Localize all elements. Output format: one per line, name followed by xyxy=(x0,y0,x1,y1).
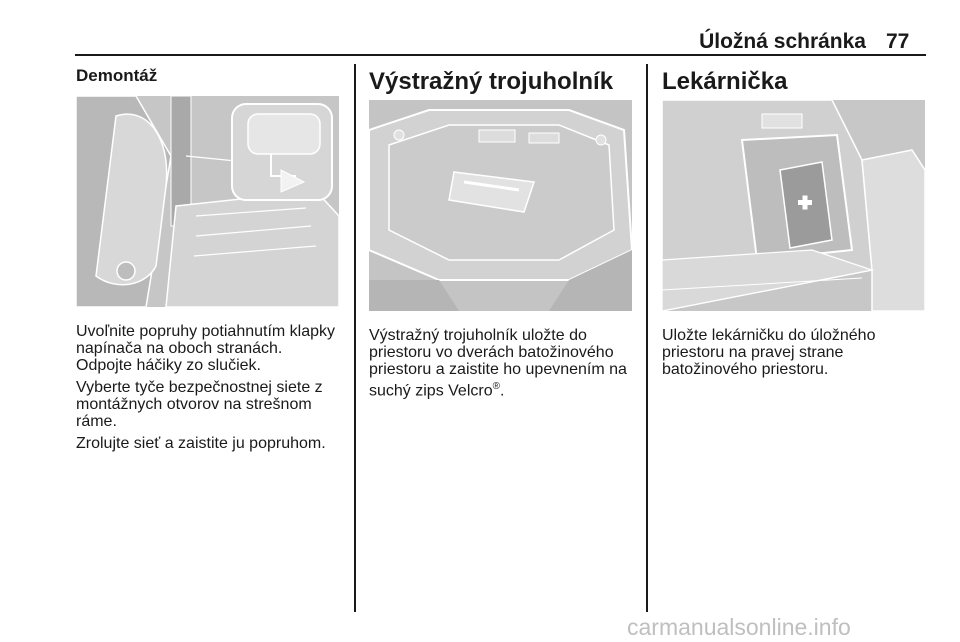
illustration-tailgate-storage xyxy=(369,100,632,311)
registered-mark: ® xyxy=(492,381,500,392)
paragraph-release-straps: Uvoľnite popruhy potiahnutím klapky napínača na oboch stranách. Odpojte háčiky zo slučiek. xyxy=(76,323,336,374)
page-number: 77 xyxy=(886,30,910,53)
illustration-first-aid-kit-storage xyxy=(662,100,925,311)
column-divider-1 xyxy=(354,64,356,612)
column-divider-2 xyxy=(646,64,648,612)
illustration-safety-net-removal xyxy=(76,96,339,307)
paragraph-warning-triangle-end: . xyxy=(499,382,505,400)
section-heading-warning-triangle: Výstražný trojuholník xyxy=(369,68,614,95)
paragraph-warning-triangle-text: Výstražný trojuholník uložte do priestoru vo dverách batožinového priestoru a zaistite ho upevnením na suchý zips Velcro xyxy=(369,327,627,400)
paragraph-warning-triangle xyxy=(369,327,635,399)
paragraph-roll-net: Zrolujte sieť a zaistite ju popruhom. xyxy=(76,435,326,452)
page-header-title: Úložná schránka xyxy=(699,30,866,53)
paragraph-remove-rods: Vyberte tyče bezpečnostnej siete z montážnych otvorov na strešnom ráme. xyxy=(76,379,323,430)
header-rule xyxy=(75,54,926,56)
watermark-text: carmanualsonline.info xyxy=(627,614,851,640)
paragraph-first-aid-kit: Uložte lekárničku do úložného priestoru na pravej strane batožinového priestoru. xyxy=(662,327,876,378)
section-heading-first-aid-kit: Lekárnička xyxy=(662,68,788,95)
section-heading-demontaz: Demontáž xyxy=(76,66,158,85)
